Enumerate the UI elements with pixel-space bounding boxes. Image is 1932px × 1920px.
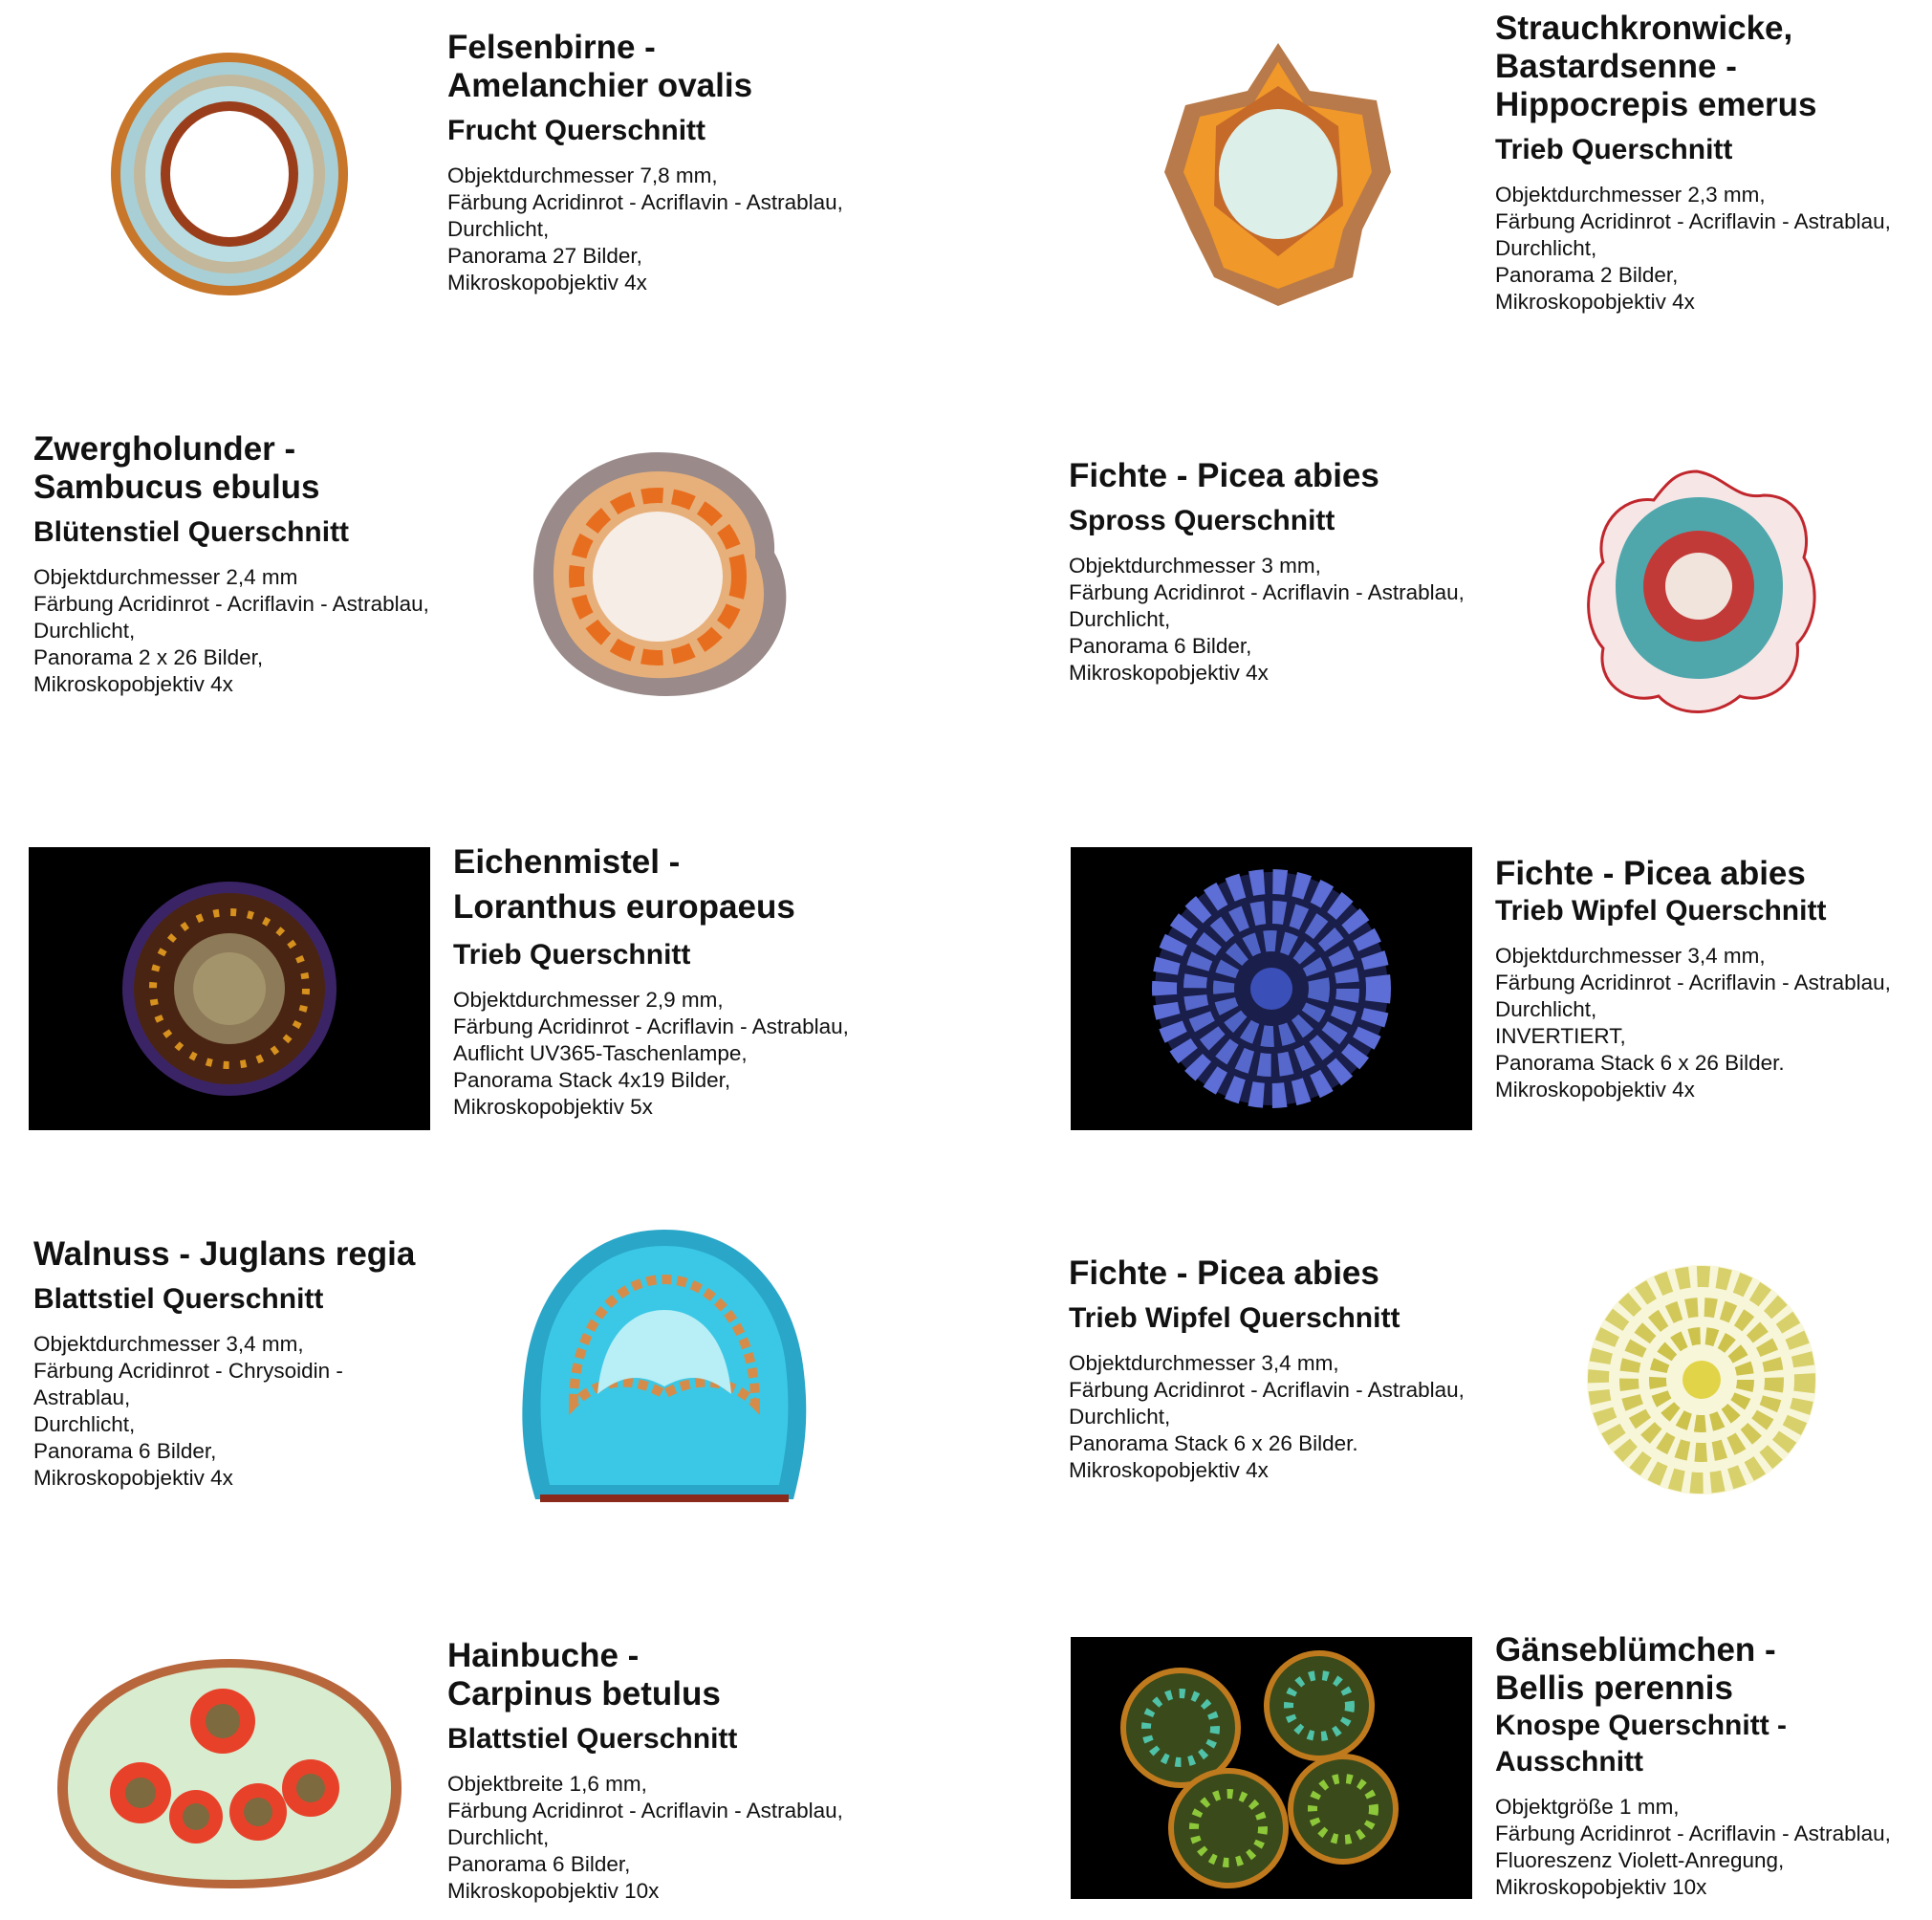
entry-zwergholunder — [33, 430, 473, 698]
entry-eichenmistel — [453, 840, 950, 1121]
micrograph-fichte-wipfel-invertiert — [1071, 847, 1472, 1130]
section-type: Trieb Wipfel Querschnitt — [1069, 1302, 1400, 1334]
species-name: Fichte - Picea abies — [1495, 855, 1806, 892]
entry-gaenseblumchen — [1495, 1631, 1925, 1901]
section-type: Blattstiel Querschnitt — [447, 1723, 738, 1755]
specimen-details: Objektdurchmesser 2,9 mm, Färbung Acridinrot - Acriflavin - Astrablau, Auflicht UV365-Taschenlampe, Panorama Stack 4x19 Bilder, Mikroskopobjektiv 5x — [453, 988, 849, 1119]
specimen-details: Objektdurchmesser 3,4 mm, Färbung Acridinrot - Chrysoidin - Astrablau, Durchlicht, Panorama 6 Bilder, Mikroskopobjektiv 4x — [33, 1332, 343, 1490]
species-name: Zwergholunder - Sambucus ebulus — [33, 430, 320, 506]
species-name: Fichte - Picea abies — [1069, 1255, 1379, 1292]
species-name: Eichenmistel - Loranthus europaeus — [453, 843, 795, 926]
micrograph-walnuss — [516, 1222, 813, 1509]
entry-strauchkronwicke — [1495, 10, 1925, 316]
entry-fichte-spross — [1069, 457, 1509, 687]
entry-walnuss — [33, 1235, 473, 1492]
specimen-details: Objektdurchmesser 3,4 mm, Färbung Acridinrot - Acriflavin - Astrablau, Durchlicht, INVERTIERT, Panorama Stack 6 x 26 Bilder. Mikroskopobjektiv 4x — [1495, 944, 1891, 1102]
specimen-details: Objektdurchmesser 7,8 mm, Färbung Acridinrot - Acriflavin - Astrablau, Durchlicht, Panorama 27 Bilder, Mikroskopobjektiv 4x — [447, 164, 843, 295]
micrograph-fichte-wipfel — [1577, 1260, 1826, 1499]
section-type: Trieb Querschnitt — [453, 939, 691, 971]
section-type: Trieb Querschnitt — [1495, 134, 1733, 165]
species-name: Strauchkronwicke, Bastardsenne - Hippocrepis emerus — [1495, 10, 1817, 123]
entry-felsenbirne — [447, 29, 944, 296]
specimen-details: Objektdurchmesser 2,4 mm Färbung Acridinrot - Acriflavin - Astrablau, Durchlicht, Panorama 2 x 26 Bilder, Mikroskopobjektiv 4x — [33, 565, 429, 696]
species-name: Fichte - Picea abies — [1069, 457, 1379, 494]
entry-fichte-wipfel-2 — [1069, 1255, 1509, 1484]
section-type: Spross Querschnitt — [1069, 505, 1335, 536]
micrograph-eichenmistel — [29, 847, 430, 1130]
micrograph-felsenbirne — [105, 48, 354, 301]
specimen-details: Objektdurchmesser 3,4 mm, Färbung Acridinrot - Acriflavin - Astrablau, Durchlicht, Panorama Stack 6 x 26 Bilder. Mikroskopobjektiv 4x — [1069, 1351, 1465, 1482]
specimen-details: Objektdurchmesser 3 mm, Färbung Acridinrot - Acriflavin - Astrablau, Durchlicht, Panorama 6 Bilder, Mikroskopobjektiv 4x — [1069, 554, 1465, 685]
section-type: Knospe Querschnitt - Ausschnitt — [1495, 1710, 1788, 1778]
specimen-details: Objektgröße 1 mm, Färbung Acridinrot - Acriflavin - Astrablau, Fluoreszenz Violett-Anregung, Mikroskopobjektiv 10x — [1495, 1795, 1891, 1899]
micrograph-hainbuche — [53, 1654, 406, 1893]
specimen-details: Objektbreite 1,6 mm, Färbung Acridinrot - Acriflavin - Astrablau, Durchlicht, Panorama 6 Bilder, Mikroskopobjektiv 10x — [447, 1772, 843, 1903]
section-type: Blütenstiel Querschnitt — [33, 516, 350, 548]
section-type: Trieb Wipfel Querschnitt — [1495, 895, 1827, 927]
section-type: Frucht Querschnitt — [447, 115, 706, 146]
entry-hainbuche — [447, 1637, 944, 1905]
micrograph-fichte-spross — [1582, 467, 1821, 720]
entry-fichte-wipfel-1 — [1495, 855, 1925, 1103]
specimen-details: Objektdurchmesser 2,3 mm, Färbung Acridinrot - Acriflavin - Astrablau, Durchlicht, Panorama 2 Bilder, Mikroskopobjektiv 4x — [1495, 183, 1891, 314]
species-name: Felsenbirne - Amelanchier ovalis — [447, 29, 753, 104]
micrograph-strauchkronwicke — [1147, 38, 1410, 311]
species-name: Hainbuche - Carpinus betulus — [447, 1637, 721, 1713]
species-name: Walnuss - Juglans regia — [33, 1235, 416, 1273]
species-name: Gänseblümchen - Bellis perennis — [1495, 1631, 1776, 1707]
micrograph-gaenseblumchen — [1071, 1637, 1472, 1920]
micrograph-zwergholunder — [524, 447, 796, 706]
section-type: Blattstiel Querschnitt — [33, 1283, 324, 1315]
